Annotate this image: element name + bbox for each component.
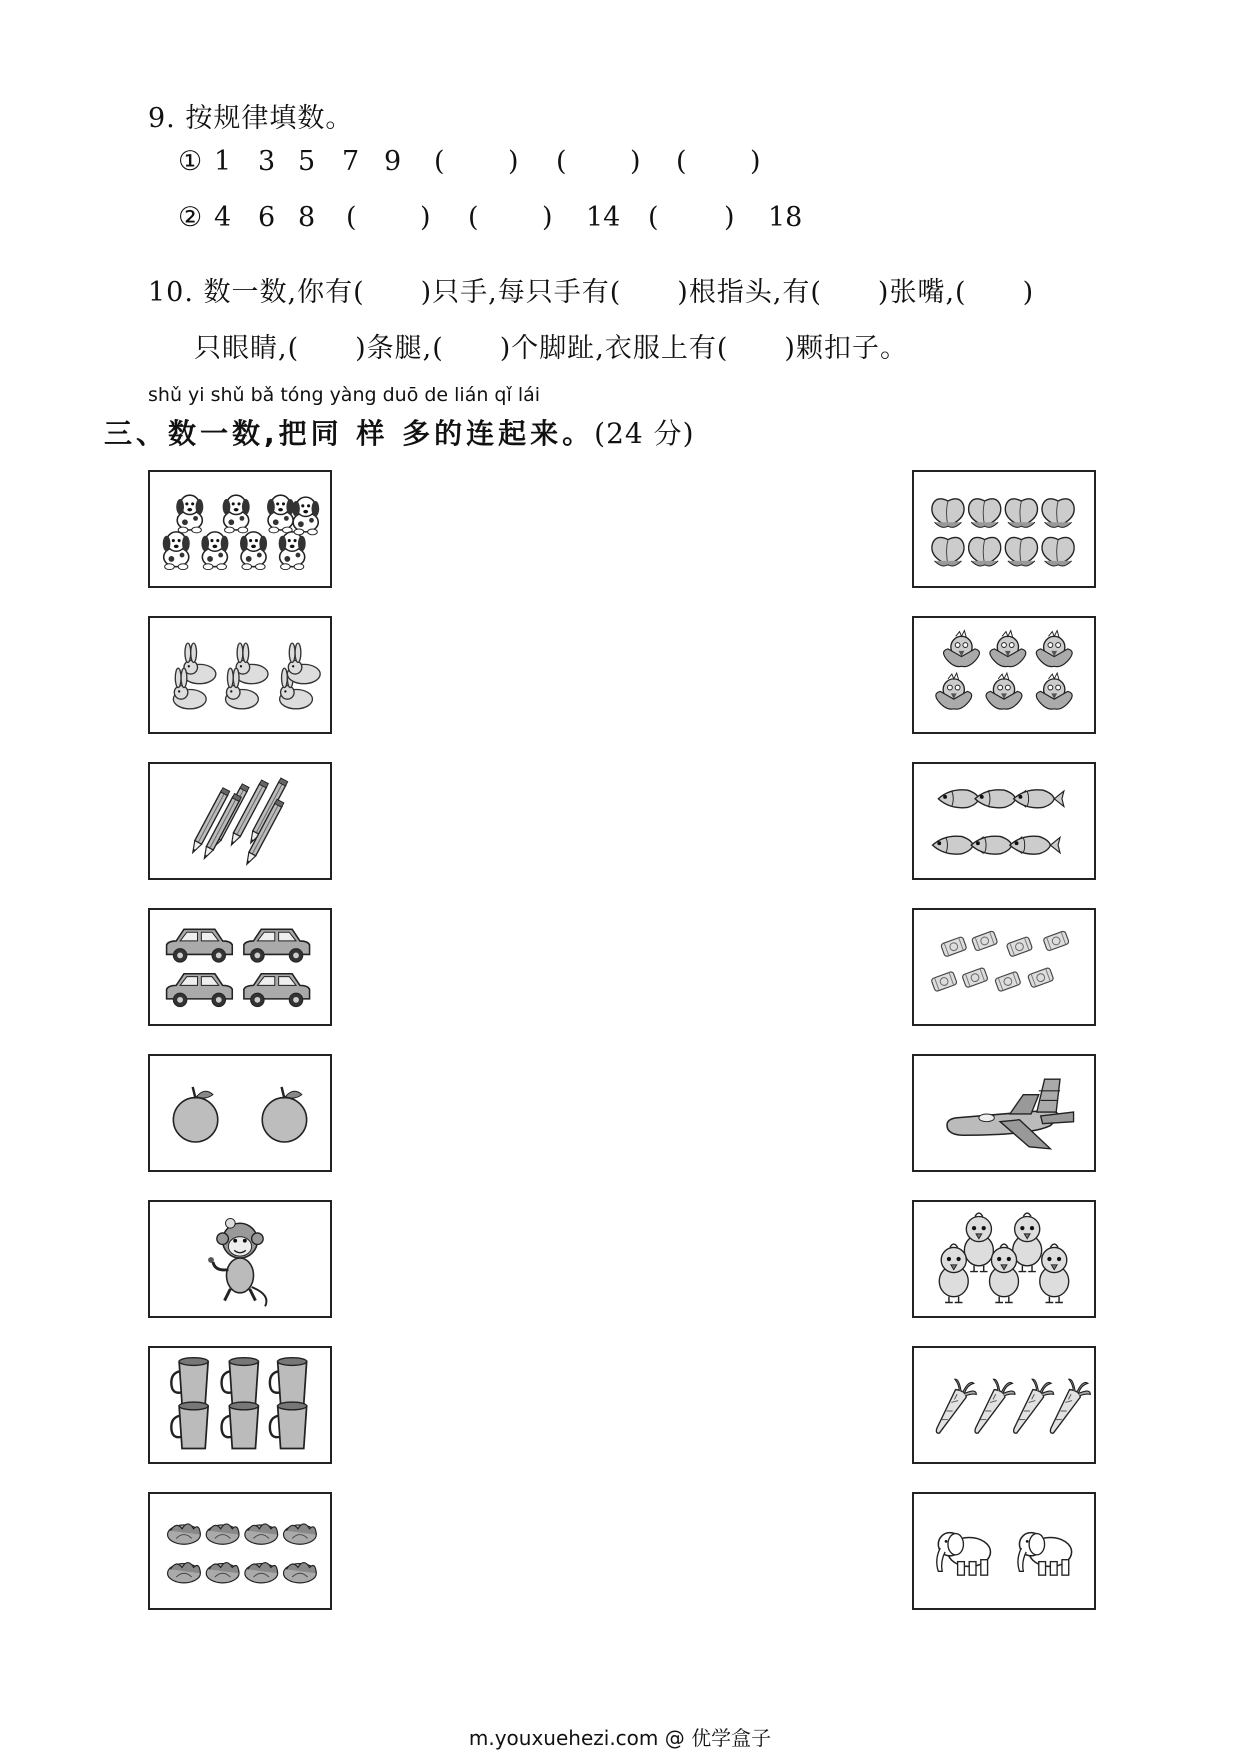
sequence-number: 7 [342,146,360,177]
question-9-title: 9. 按规律填数。 [148,103,354,134]
candy-icon [914,910,1094,1024]
blank-close: ) [724,202,735,233]
sequence-number: 5 [298,146,316,177]
section-3-score: (24 分) [594,417,695,450]
circled-number: ① [178,146,203,177]
sequence-number: 6 [258,202,276,233]
chick-icon [914,1202,1094,1316]
left-box-rabbits[interactable] [148,616,332,734]
sequence-number: 18 [768,202,803,233]
blank-open: ( [556,146,567,177]
left-box-cars[interactable] [148,908,332,1026]
circled-number: ② [178,202,203,233]
blank-open: ( [648,202,659,233]
left-box-monkey[interactable] [148,1200,332,1318]
sequence-number: 8 [298,202,316,233]
sequence-number: 9 [384,146,402,177]
footer-watermark: m.youxuehezi.com @ 优学盒子 [468,1726,772,1750]
blank-open: ( [676,146,687,177]
right-box-carrots[interactable] [912,1346,1096,1464]
airplane-icon [914,1056,1094,1170]
blank-open: ( [434,146,445,177]
sequence-number: 3 [258,146,276,177]
left-box-cabbages[interactable] [148,1492,332,1610]
sequence-number: 4 [214,202,232,233]
question-10-line-1: 10. 数一数,你有( )只手,每只手有( )根指头,有( )张嘴,( ) [148,277,1035,308]
fish-icon [914,764,1094,878]
right-box-airplane[interactable] [912,1054,1096,1172]
left-box-apples[interactable] [148,1054,332,1172]
blank-close: ) [420,202,431,233]
sequence-number: 1 [214,146,232,177]
right-box-candies[interactable] [912,908,1096,1026]
sequence-number: 14 [586,202,621,233]
blank-open: ( [346,202,357,233]
blank-close: ) [750,146,761,177]
elephant-icon [914,1494,1094,1608]
cup-icon [150,1348,330,1462]
left-box-dogs[interactable] [148,470,332,588]
peach-icon [914,472,1094,586]
apple-icon [150,1056,330,1170]
blank-close: ) [630,146,641,177]
section-3-title-text: 三、数一数,把同 样 多的连起来。 [104,417,595,450]
right-box-birds[interactable] [912,616,1096,734]
bird-icon [914,618,1094,732]
car-icon [150,910,330,1024]
blank-open: ( [468,202,479,233]
monkey-icon [150,1202,330,1316]
pencil-icon [150,764,330,878]
right-box-fish[interactable] [912,762,1096,880]
carrot-icon [914,1348,1094,1462]
blank-close: ) [508,146,519,177]
left-box-pencils[interactable] [148,762,332,880]
right-box-elephants[interactable] [912,1492,1096,1610]
rabbit-icon [150,618,330,732]
section-3-pinyin: shǔ yi shǔ bǎ tóng yàng duō de lián qǐ lái [148,384,541,406]
section-3-title [104,412,695,452]
blank-close: ) [542,202,553,233]
dog-icon [150,472,330,586]
cabbage-icon [150,1494,330,1608]
question-10-line-2: 只眼睛,( )条腿,( )个脚趾,衣服上有( )颗扣子。 [194,333,908,364]
left-box-cups[interactable] [148,1346,332,1464]
right-box-peaches[interactable] [912,470,1096,588]
right-box-chicks[interactable] [912,1200,1096,1318]
